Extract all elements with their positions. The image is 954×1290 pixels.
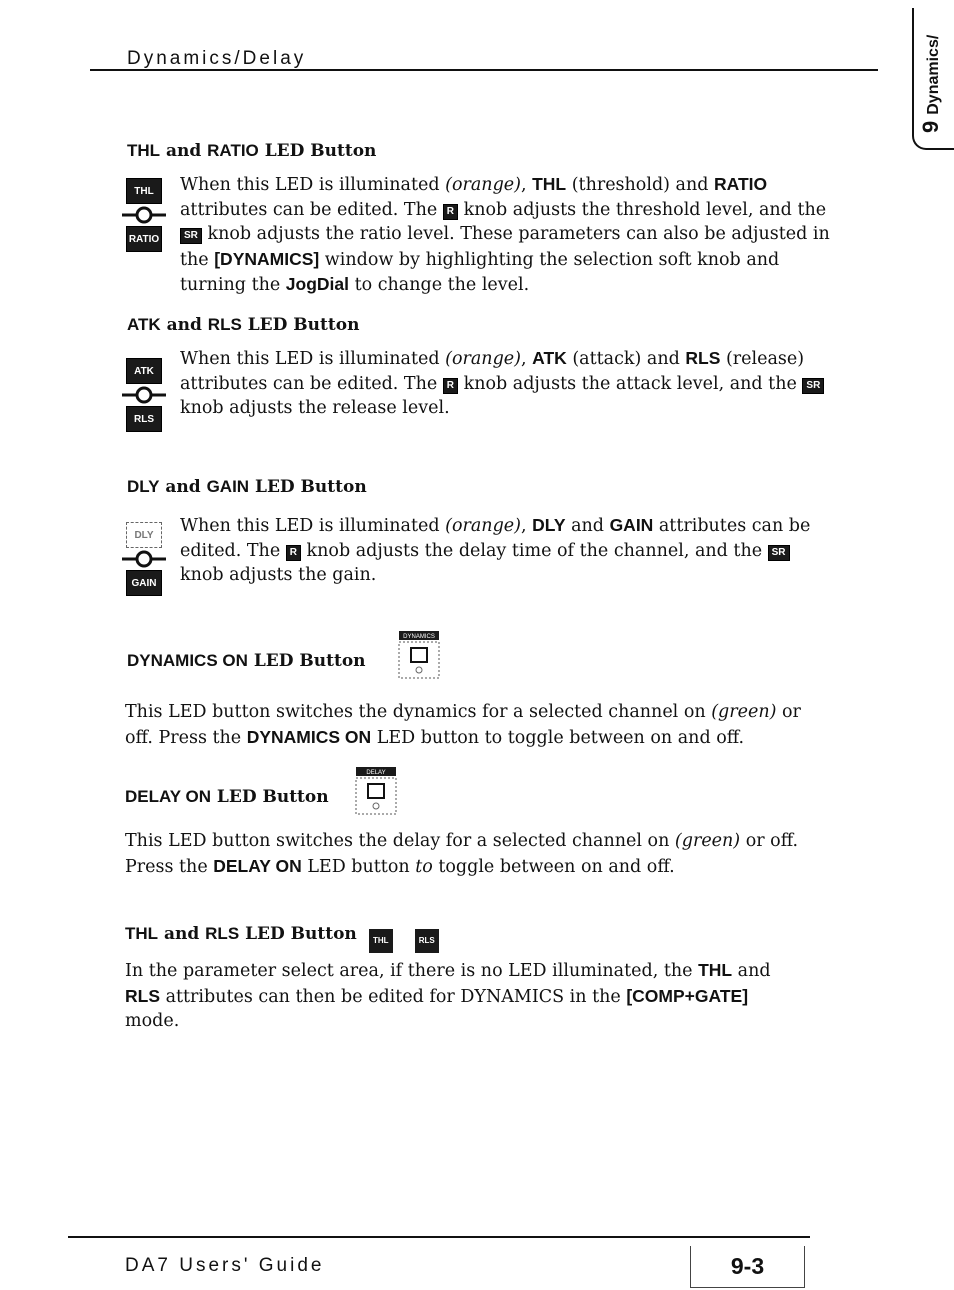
gain-led-icon: GAIN [126,570,162,596]
r-knob-icon: R [443,204,458,220]
r-knob-icon: R [286,545,301,561]
dly-gain-led-icon [122,522,166,596]
chapter-tab [912,8,954,150]
atk-rls-led-icon [122,358,166,432]
section-text-atk-rls: When this LED is illuminated (orange), ATK (attack) and RLS (release) attributes can be edited. The R knob adjusts the attack level, and the SR knob adjusts the release level. [180,346,830,421]
knob-icon [122,204,166,226]
section-text-dly-gain: When this LED is illuminated (orange), DLY and GAIN attributes can be edited. The R knob adjusts the delay time of the channel, and the SR knob adjusts the gain. [180,515,811,585]
knob-icon [122,384,166,406]
section-text-thl-rls: In the parameter select area, if there is no LED illuminated, the THL and RLS attributes can then be edited for DYNAMICS in the [COMP+GATE] mode. [125,960,771,1031]
thl-led-icon: THL [126,178,162,204]
sr-knob-icon: SR [802,378,824,394]
knob-icon [122,548,166,570]
footer-title: DA7 Users' Guide [125,1255,325,1276]
delay-button-label: DELAY [366,770,386,776]
atk-led-icon: ATK [126,358,162,384]
section-text-dynamics-on: This LED button switches the dynamics for a selected channel on (green) or off. Press the DYNAMICS ON LED button to toggle between on and off. [125,702,801,748]
sr-knob-icon: SR [768,545,790,561]
page-header-title: Dynamics/Delay [127,48,307,69]
section-heading-dly-gain: DLY and GAIN LED Button [127,477,367,497]
thl-led-small-icon: THL [369,929,393,953]
dynamics-button-label: DYNAMICS [403,634,435,640]
thl-ratio-led-icon [122,178,166,252]
section-heading-thl-ratio: THL and RATIO LED Button [127,141,377,161]
dly-led-icon: DLY [126,522,162,548]
section-text-delay-on: This LED button switches the delay for a selected channel on (green) or off. Press the DELAY ON LED button to toggle between on and off. [125,831,799,877]
chapter-label: Dynamics/ [925,34,942,115]
ratio-led-icon: RATIO [126,226,162,252]
chapter-number: 9 [918,120,943,133]
rls-led-small-icon: RLS [415,929,439,953]
sr-knob-icon: SR [180,228,202,244]
section-heading-atk-rls: ATK and RLS LED Button [127,315,360,335]
section-heading-delay-on: DELAY ON LED Button [125,787,329,807]
delay-on-button-icon [352,764,398,816]
footer-rule [68,1236,810,1238]
header-rule [90,69,878,71]
section-heading-dynamics-on: DYNAMICS ON LED Button [127,651,366,671]
section-heading-thl-rls: THL and RLS LED Button THL RLS [125,924,439,953]
r-knob-icon: R [443,378,458,394]
section-text-thl-ratio: When this LED is illuminated (orange), THL (threshold) and RATIO attributes can be edited. The R knob adjusts the threshold level, and the SR knob adjusts the ratio level. These parameters can also be adjusted in the [DYNAMICS] window by highlighting the selection soft knob and turning the JogDial to change the level. [180,174,830,295]
page-number: 9-3 [690,1246,805,1288]
dynamics-on-button-icon [395,628,441,680]
rls-led-icon: RLS [126,406,162,432]
